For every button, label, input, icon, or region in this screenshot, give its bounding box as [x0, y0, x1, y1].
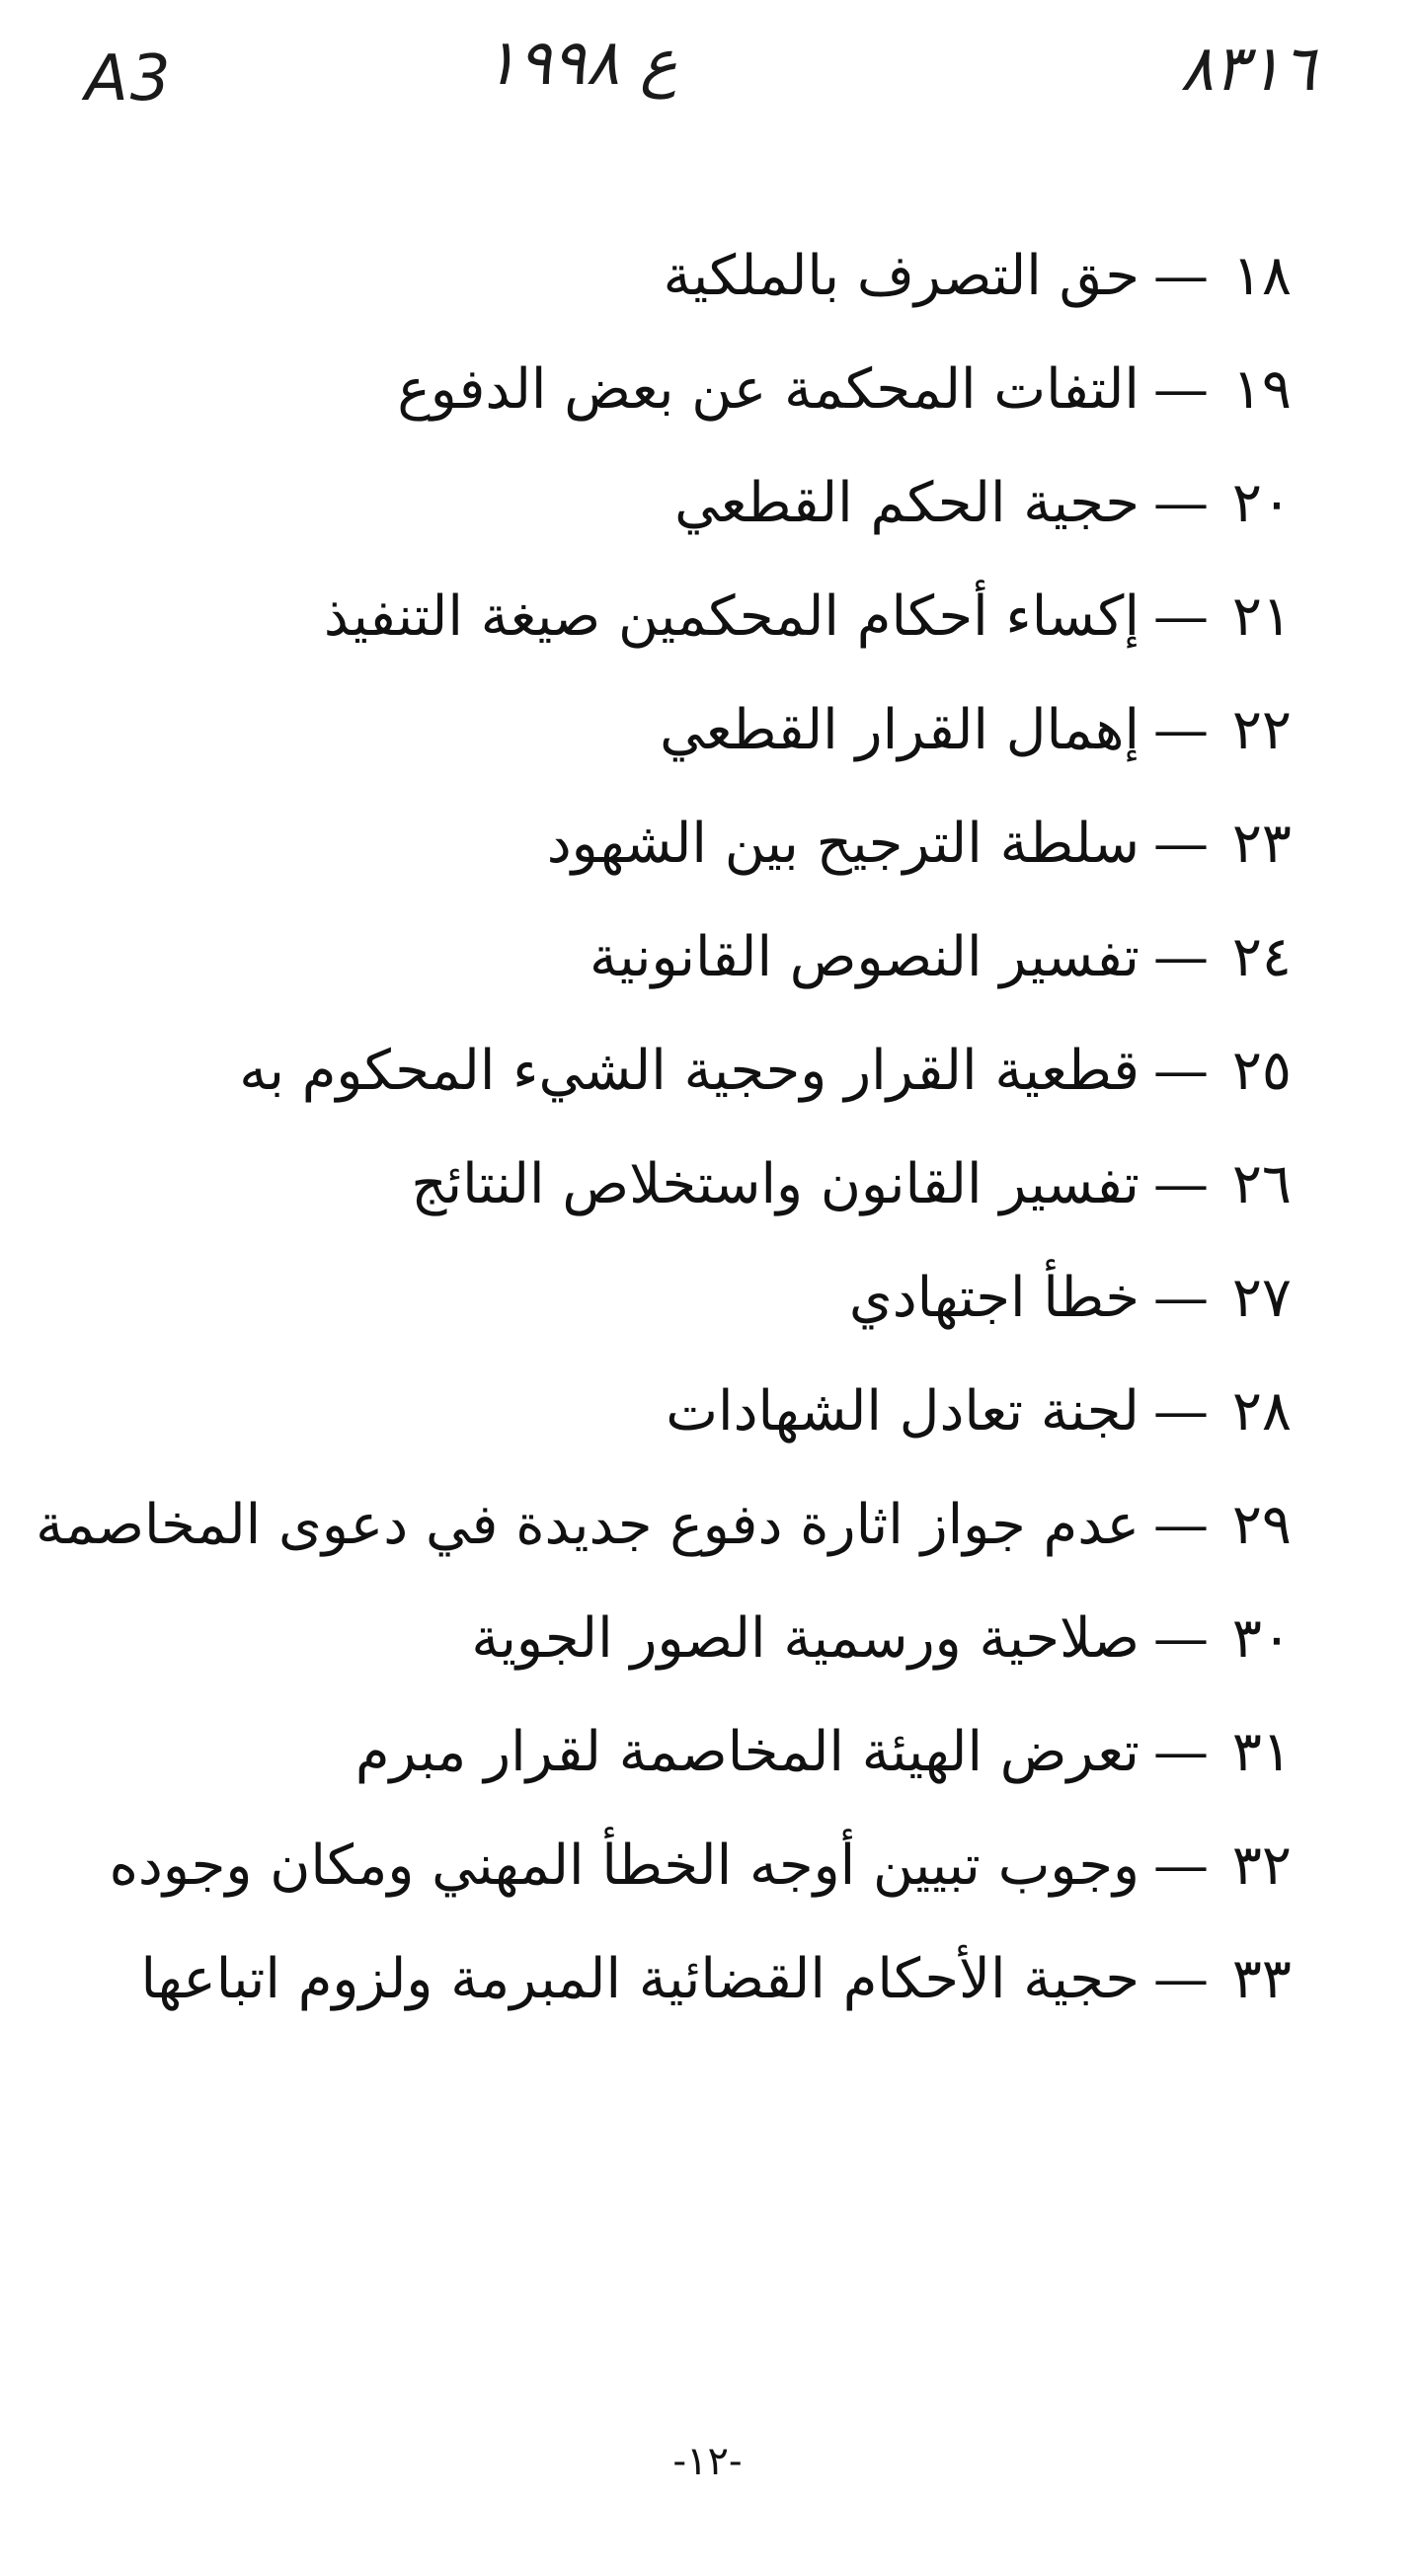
toc-item-title: حجية الأحكام القضائية المبرمة ولزوم اتباعها: [140, 1947, 1140, 2011]
toc-item-number: ٣١: [1231, 1720, 1292, 1784]
toc-item-title: حجية الحكم القطعي: [674, 471, 1140, 535]
toc-item-dash: —: [1153, 1493, 1209, 1557]
toc-item: [36, 1493, 1292, 1611]
toc-item-title: إهمال القرار القطعي: [660, 698, 1140, 762]
toc-item-number: ٢٦: [1231, 1152, 1292, 1216]
toc-item-number: ٢٤: [1231, 925, 1292, 989]
toc-item-dash: —: [1153, 244, 1209, 308]
toc-item-title: تفسير النصوص القانونية: [589, 925, 1140, 989]
toc-item: [107, 471, 1292, 589]
toc-item-number: ٢٣: [1231, 812, 1292, 876]
page-number: -١٢-: [672, 2439, 743, 2484]
toc-item: [107, 698, 1292, 817]
toc-item-dash: —: [1153, 1379, 1209, 1444]
handwritten-note-left: A3: [85, 42, 173, 116]
toc-item-title: عدم جواز اثارة دفوع جديدة في دعوى المخاصمة: [36, 1493, 1140, 1557]
toc-item-title: تعرض الهيئة المخاصمة لقرار مبرم: [354, 1720, 1140, 1784]
toc-item-title: قطعية القرار وحجية الشيء المحكوم به: [239, 1039, 1140, 1103]
toc-item: [107, 925, 1292, 1044]
toc-item-dash: —: [1153, 1606, 1209, 1671]
toc-item-dash: —: [1153, 1152, 1209, 1216]
toc-item-dash: —: [1153, 1039, 1209, 1103]
handwritten-note-center: ع ١٩٩٨: [484, 27, 678, 100]
toc-item: [107, 1379, 1292, 1498]
toc-item-title: إكساء أحكام المحكمين صيغة التنفيذ: [323, 585, 1140, 649]
toc-item-number: ١٨: [1231, 244, 1292, 308]
toc-item-title: خطأ اجتهادي: [848, 1266, 1140, 1330]
toc-item-number: ٣٣: [1231, 1947, 1292, 2011]
toc-item: [107, 1834, 1292, 1952]
toc-item-number: ٢٩: [1231, 1493, 1292, 1557]
toc-item-number: ٢٥: [1231, 1039, 1292, 1103]
toc-item: [107, 1606, 1292, 1725]
toc-item-title: سلطة الترجيح بين الشهود: [546, 812, 1140, 876]
toc-item-number: ٢١: [1231, 585, 1292, 649]
toc-item-dash: —: [1153, 698, 1209, 762]
toc-item: [107, 1266, 1292, 1384]
toc-item: [107, 812, 1292, 930]
toc-item-dash: —: [1153, 585, 1209, 649]
toc-item: [107, 585, 1292, 703]
toc-item-dash: —: [1153, 471, 1209, 535]
toc-item-title: لجنة تعادل الشهادات: [666, 1379, 1140, 1444]
toc-item-dash: —: [1153, 357, 1209, 422]
toc-item-dash: —: [1153, 925, 1209, 989]
table-of-contents: [36, 244, 1292, 2066]
handwritten-note-right: ٨٣١٦: [1180, 33, 1316, 106]
toc-item-dash: —: [1153, 1834, 1209, 1898]
toc-item-dash: —: [1153, 812, 1209, 876]
toc-item-number: ٢٨: [1231, 1379, 1292, 1444]
toc-item-number: ٢٠: [1231, 471, 1292, 535]
toc-item: [107, 244, 1292, 362]
toc-item-number: ٢٢: [1231, 698, 1292, 762]
toc-item-dash: —: [1153, 1720, 1209, 1784]
toc-item-number: ٣٠: [1231, 1606, 1292, 1671]
toc-item-dash: —: [1153, 1947, 1209, 2011]
toc-item-number: ٣٢: [1231, 1834, 1292, 1898]
toc-item-title: صلاحية ورسمية الصور الجوية: [471, 1606, 1140, 1671]
toc-item-dash: —: [1153, 1266, 1209, 1330]
toc-item-number: ٢٧: [1231, 1266, 1292, 1330]
toc-item-title: حق التصرف بالملكية: [663, 244, 1140, 308]
toc-item-title: وجوب تبيين أوجه الخطأ المهني ومكان وجوده: [109, 1834, 1140, 1898]
toc-item-number: ١٩: [1231, 357, 1292, 422]
toc-item: [107, 1947, 1292, 2066]
toc-item: [107, 1720, 1292, 1838]
toc-item: [107, 1152, 1292, 1271]
toc-item: [107, 1039, 1292, 1157]
toc-item-title: التفات المحكمة عن بعض الدفوع: [397, 357, 1140, 422]
toc-item-title: تفسير القانون واستخلاص النتائج: [411, 1152, 1140, 1216]
toc-item: [107, 357, 1292, 476]
